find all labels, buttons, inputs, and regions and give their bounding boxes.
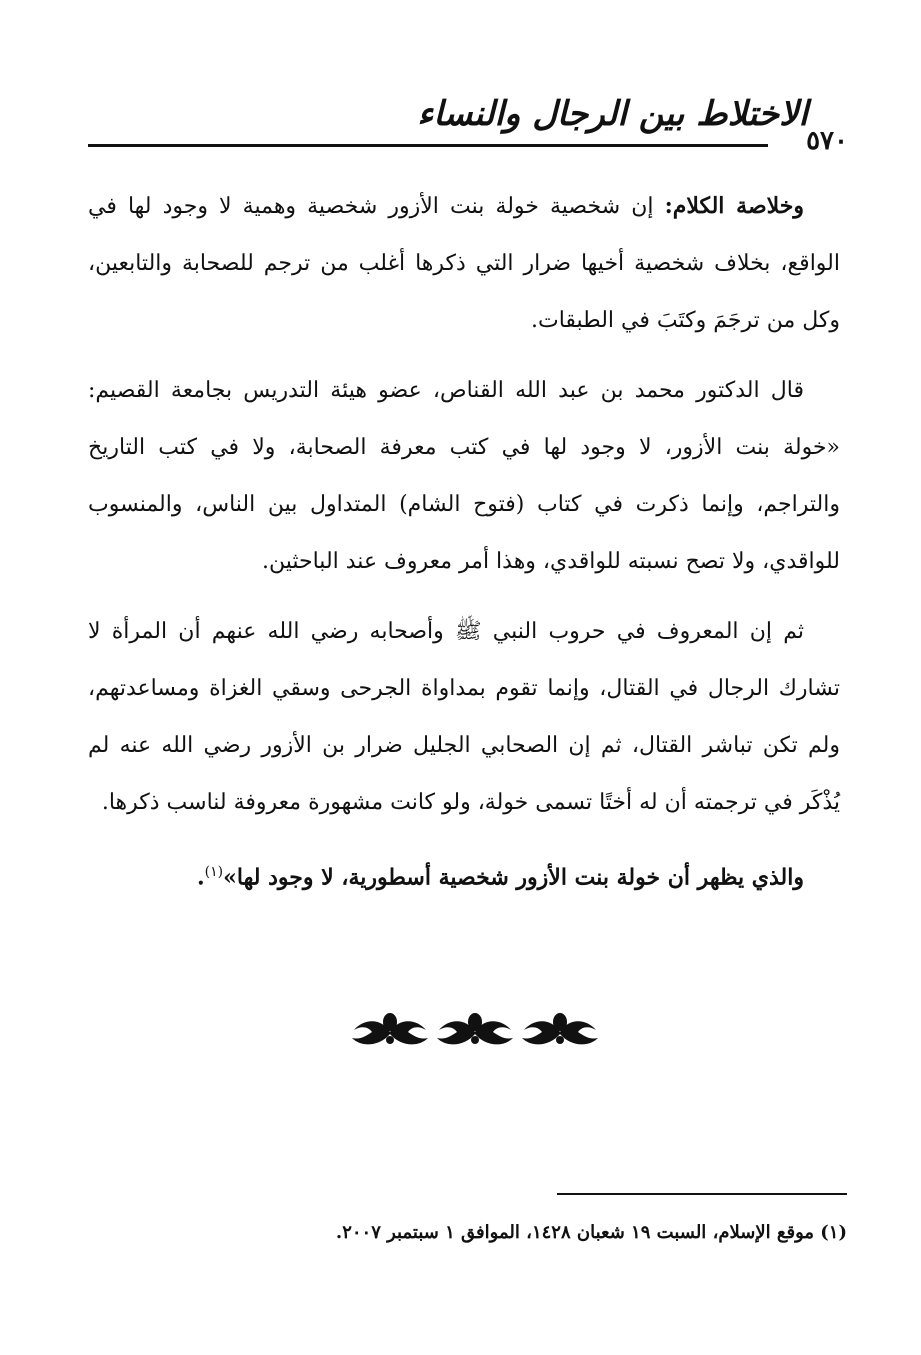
paragraph-text: والذي يظهر أن خولة بنت الأزور شخصية أسطورية، لا وجود لها» bbox=[223, 864, 804, 891]
footnote-reference: (١) bbox=[204, 864, 224, 880]
paragraph-quote bbox=[88, 362, 840, 590]
footnote-rule bbox=[557, 1193, 847, 1195]
page-header bbox=[88, 80, 848, 160]
page-number: ٥٧٠ bbox=[806, 126, 848, 156]
paragraph-lead: وخلاصة الكلام: bbox=[664, 193, 804, 219]
paragraph-conclusion bbox=[88, 844, 840, 906]
running-title: الاختلاط بين الرجال والنساء bbox=[417, 94, 808, 134]
body-text bbox=[88, 178, 840, 919]
footnote: (١) موقع الإسلام، السبت ١٩ شعبان ١٤٢٨، الموافق ١ سبتمبر ٢٠٠٧. bbox=[335, 1222, 847, 1243]
paragraph-end: . bbox=[197, 864, 205, 891]
floral-ornament-icon bbox=[350, 1010, 600, 1052]
paragraph-text: ثم إن المعروف في حروب النبي ﷺ وأصحابه رضي الله عنهم أن المرأة لا تشارك الرجال في القتال، وإنما تقوم بمداواة الجرحى وسقي الغزاة ومساعدتهم، ولم تكن تباشر القتال، ثم إن الصحابي الجليل ضرار بن الأزور رضي الله عنه لم يُذْكَر في ترجمته أن له أختًا تسمى خولة، ولو كانت مشهورة معروفة لناسب ذكرها. bbox=[88, 619, 840, 815]
paragraph-summary bbox=[88, 178, 840, 349]
paragraph-text: قال الدكتور محمد بن عبد الله القناص، عضو هيئة التدريس بجامعة القصيم: «خولة بنت الأزور، لا وجود لها في كتب معرفة الصحابة، ولا في كتب التاريخ والتراجم، وإنما ذكرت في كتاب (فتوح الشام) المتداول بين الناس، والمنسوب للواقدي، ولا تصح نسبته للواقدي، وهذا أمر معروف عند الباحثين. bbox=[88, 378, 840, 574]
paragraph-text: إن شخصية خولة بنت الأزور شخصية وهمية لا وجود لها في الواقع، بخلاف شخصية أخيها ضرار التي ذكرها أغلب من ترجم للصحابة والتابعين، وكل من ترجَمَ وكتَبَ في الطبقات. bbox=[88, 194, 840, 333]
paragraph-battles bbox=[88, 603, 840, 831]
header-rule bbox=[88, 144, 768, 147]
